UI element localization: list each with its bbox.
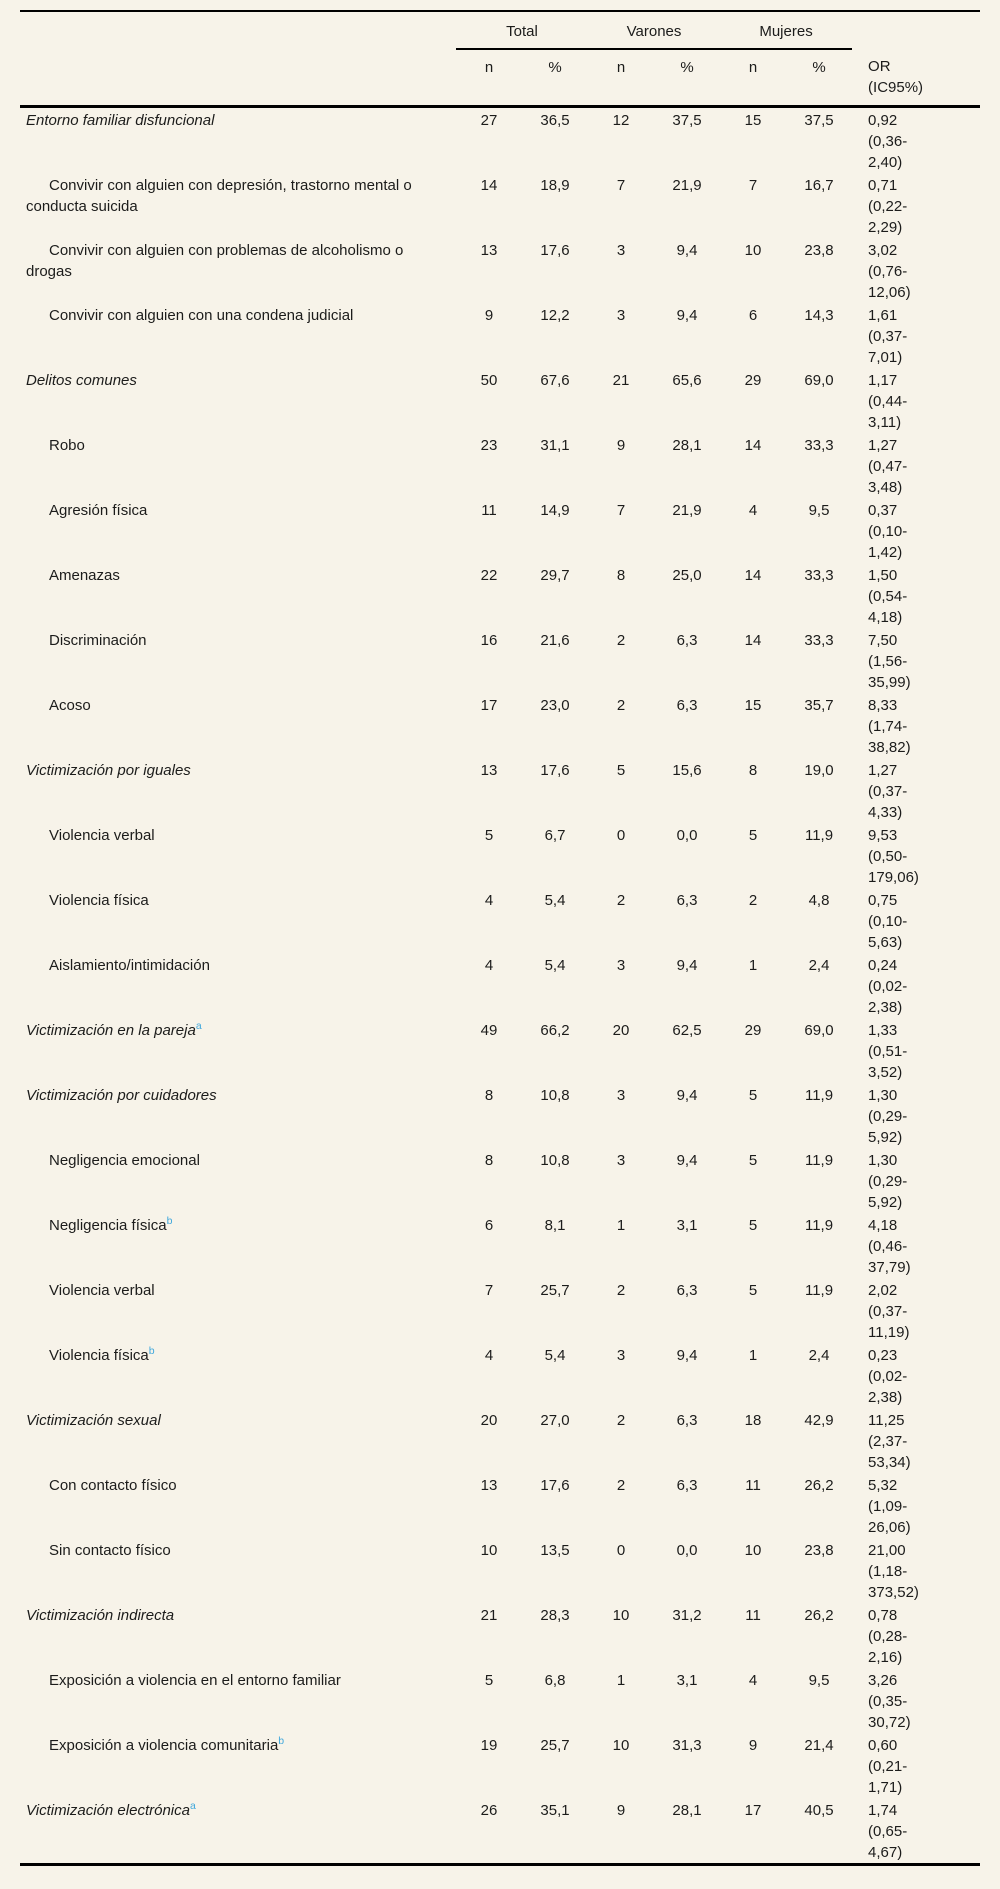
mujeres-n-cell: 6 (748, 307, 758, 324)
varones-n-cell: 2 (616, 1477, 626, 1494)
total-pct-cell: 10,8 (540, 1087, 570, 1104)
or-ci-cell: 3,26 (0,35-30,72) (868, 1672, 911, 1731)
col-group-mujeres: Mujeres (720, 11, 852, 49)
col-total-pct: % (522, 49, 588, 107)
total-n-cell: 6 (484, 1217, 494, 1234)
total-n-cell: 4 (484, 892, 494, 909)
or-ci-cell: 0,78 (0,28-2,16) (868, 1607, 908, 1666)
col-group-varones: Varones (588, 11, 720, 49)
varones-pct-cell: 65,6 (672, 372, 702, 389)
col-varones-pct: % (654, 49, 720, 107)
total-n-cell: 21 (480, 1607, 498, 1624)
total-pct-cell: 17,6 (540, 1477, 570, 1494)
mujeres-pct-cell: 11,9 (804, 1152, 834, 1169)
mujeres-n-cell: 17 (744, 1802, 762, 1819)
row-label-text: Aislamiento/intimidación (49, 957, 210, 974)
row-label (20, 1083, 456, 1148)
table-row (20, 498, 980, 563)
table-row (20, 1278, 980, 1343)
footnote-marker[interactable]: a (195, 1020, 202, 1032)
or-ci-cell: 1,27 (0,47-3,48) (868, 437, 908, 496)
varones-n-cell: 10 (612, 1607, 630, 1624)
mujeres-n-cell: 15 (744, 112, 762, 129)
varones-pct-cell: 3,1 (676, 1672, 698, 1689)
total-pct-cell: 23,0 (540, 697, 570, 714)
col-group-total: Total (456, 11, 588, 49)
varones-pct-cell: 9,4 (676, 242, 698, 259)
col-mujeres-n: n (720, 49, 786, 107)
total-pct-cell: 6,7 (544, 827, 566, 844)
mujeres-n-cell: 5 (748, 1282, 758, 1299)
mujeres-pct-cell: 2,4 (808, 957, 830, 974)
table-row (20, 823, 980, 888)
mujeres-pct-cell: 33,3 (804, 567, 834, 584)
varones-n-cell: 10 (612, 1737, 630, 1754)
varones-n-cell: 7 (616, 177, 626, 194)
varones-pct-cell: 37,5 (672, 112, 702, 129)
mujeres-n-cell: 1 (748, 957, 758, 974)
table-row (20, 953, 980, 1018)
row-label (20, 1473, 456, 1538)
mujeres-n-cell: 8 (748, 762, 758, 779)
table-row (20, 107, 980, 174)
total-pct-cell: 21,6 (540, 632, 570, 649)
varones-n-cell: 1 (616, 1217, 626, 1234)
row-label (20, 173, 456, 238)
varones-pct-cell: 6,3 (676, 1477, 698, 1494)
mujeres-n-cell: 7 (748, 177, 758, 194)
total-n-cell: 11 (481, 502, 497, 519)
or-ci-cell: 0,60 (0,21-1,71) (868, 1737, 908, 1796)
mujeres-n-cell: 5 (748, 1087, 758, 1104)
total-n-cell: 19 (480, 1737, 498, 1754)
total-pct-cell: 6,8 (544, 1672, 566, 1689)
varones-pct-cell: 21,9 (672, 502, 702, 519)
varones-pct-cell: 31,3 (672, 1737, 702, 1754)
footnote-marker[interactable]: b (148, 1345, 155, 1357)
table-row (20, 1538, 980, 1603)
row-label (20, 1343, 456, 1408)
varones-pct-cell: 6,3 (676, 697, 698, 714)
varones-n-cell: 0 (616, 1542, 626, 1559)
total-pct-cell: 10,8 (540, 1152, 570, 1169)
varones-pct-cell: 31,2 (672, 1607, 702, 1624)
total-pct-cell: 36,5 (540, 112, 570, 129)
row-label (20, 563, 456, 628)
footnote-marker[interactable]: a (189, 1800, 196, 1812)
total-pct-cell: 35,1 (540, 1802, 570, 1819)
mujeres-pct-cell: 9,5 (808, 502, 830, 519)
mujeres-n-cell: 29 (744, 1022, 762, 1039)
table-row (20, 368, 980, 433)
row-label-text: Victimización en la pareja (26, 1022, 196, 1039)
or-ci-cell: 0,23 (0,02-2,38) (868, 1347, 908, 1406)
mujeres-n-cell: 15 (744, 697, 762, 714)
table-row (20, 1018, 980, 1083)
mujeres-n-cell: 11 (745, 1477, 761, 1494)
mujeres-pct-cell: 33,3 (804, 632, 834, 649)
row-label (20, 1733, 456, 1798)
or-ci-cell: 9,53 (0,50-179,06) (868, 827, 919, 886)
total-n-cell: 16 (480, 632, 498, 649)
varones-pct-cell: 9,4 (676, 1152, 698, 1169)
row-label (20, 1408, 456, 1473)
varones-n-cell: 0 (616, 827, 626, 844)
or-ci-cell: 1,30 (0,29-5,92) (868, 1087, 908, 1146)
varones-pct-cell: 9,4 (676, 1347, 698, 1364)
row-label (20, 498, 456, 563)
row-label (20, 303, 456, 368)
total-n-cell: 4 (484, 957, 494, 974)
row-label (20, 1603, 456, 1668)
mujeres-pct-cell: 42,9 (804, 1412, 834, 1429)
varones-n-cell: 2 (616, 1412, 626, 1429)
mujeres-n-cell: 14 (744, 437, 762, 454)
mujeres-n-cell: 10 (744, 242, 762, 259)
varones-n-cell: 3 (616, 1152, 626, 1169)
row-label-text: Agresión física (49, 502, 148, 519)
mujeres-pct-cell: 35,7 (804, 697, 834, 714)
or-ci-cell: 7,50 (1,56-35,99) (868, 632, 911, 691)
row-label (20, 238, 456, 303)
total-n-cell: 17 (480, 697, 498, 714)
varones-pct-cell: 21,9 (672, 177, 702, 194)
table-header (20, 11, 980, 107)
mujeres-pct-cell: 69,0 (804, 1022, 834, 1039)
total-pct-cell: 27,0 (540, 1412, 570, 1429)
or-ci-cell: 3,02 (0,76-12,06) (868, 242, 911, 301)
varones-n-cell: 2 (616, 892, 626, 909)
total-pct-cell: 31,1 (540, 437, 570, 454)
varones-pct-cell: 6,3 (676, 1412, 698, 1429)
row-label-text: Violencia verbal (49, 1282, 155, 1299)
mujeres-n-cell: 5 (748, 827, 758, 844)
or-ci-cell: 1,17 (0,44-3,11) (868, 372, 908, 431)
footnote-marker[interactable]: b (278, 1735, 285, 1747)
row-label-text: Victimización indirecta (26, 1607, 175, 1624)
col-mujeres-pct: % (786, 49, 852, 107)
mujeres-pct-cell: 33,3 (804, 437, 834, 454)
mujeres-pct-cell: 2,4 (808, 1347, 830, 1364)
table-row (20, 628, 980, 693)
row-label-text: Convivir con alguien con depresión, trastorno mental o conducta suicida (26, 177, 412, 215)
varones-n-cell: 2 (616, 1282, 626, 1299)
mujeres-n-cell: 1 (748, 1347, 758, 1364)
total-pct-cell: 8,1 (544, 1217, 566, 1234)
row-label (20, 1538, 456, 1603)
total-pct-cell: 5,4 (544, 1347, 566, 1364)
mujeres-n-cell: 29 (744, 372, 762, 389)
table-row (20, 563, 980, 628)
total-pct-cell: 28,3 (540, 1607, 570, 1624)
mujeres-pct-cell: 26,2 (804, 1477, 834, 1494)
total-n-cell: 8 (484, 1152, 494, 1169)
row-label-text: Acoso (49, 697, 91, 714)
row-label-text: Discriminación (49, 632, 147, 649)
varones-n-cell: 3 (616, 1347, 626, 1364)
mujeres-n-cell: 14 (744, 567, 762, 584)
varones-pct-cell: 3,1 (676, 1217, 698, 1234)
total-pct-cell: 18,9 (540, 177, 570, 194)
table-row (20, 1473, 980, 1538)
table-row (20, 1603, 980, 1668)
total-pct-cell: 12,2 (540, 307, 570, 324)
or-ci-cell: 4,18 (0,46-37,79) (868, 1217, 911, 1276)
varones-n-cell: 9 (616, 437, 626, 454)
row-label-text: Victimización por iguales (26, 762, 191, 779)
total-n-cell: 27 (480, 112, 498, 129)
varones-n-cell: 7 (616, 502, 626, 519)
table-body (20, 107, 980, 1865)
mujeres-pct-cell: 14,3 (804, 307, 834, 324)
table-row (20, 1733, 980, 1798)
varones-pct-cell: 6,3 (676, 1282, 698, 1299)
mujeres-n-cell: 4 (748, 502, 758, 519)
or-ci-cell: 21,00 (1,18-373,52) (868, 1542, 919, 1601)
row-label-text: Entorno familiar disfuncional (26, 112, 215, 129)
varones-n-cell: 21 (612, 372, 630, 389)
row-label-text: Violencia verbal (49, 827, 155, 844)
mujeres-pct-cell: 11,9 (804, 1087, 834, 1104)
mujeres-n-cell: 2 (748, 892, 758, 909)
table-row (20, 1798, 980, 1865)
row-label-text: Robo (49, 437, 85, 454)
varones-n-cell: 12 (612, 112, 630, 129)
row-label-text: Violencia física (49, 892, 149, 909)
group-header-row (20, 11, 980, 49)
row-label-text: Exposición a violencia comunitaria (49, 1737, 279, 1754)
varones-n-cell: 9 (616, 1802, 626, 1819)
row-label-text: Exposición a violencia en el entorno familiar (49, 1672, 341, 1689)
or-ci-cell: 11,25 (2,37-53,34) (868, 1412, 911, 1471)
row-label (20, 1798, 456, 1865)
mujeres-pct-cell: 16,7 (804, 177, 834, 194)
or-ci-cell: 1,33 (0,51-3,52) (868, 1022, 908, 1081)
varones-pct-cell: 9,4 (676, 1087, 698, 1104)
or-ci-cell: 1,50 (0,54-4,18) (868, 567, 908, 626)
row-label-text: Victimización por cuidadores (26, 1087, 217, 1104)
row-label (20, 1213, 456, 1278)
mujeres-pct-cell: 11,9 (804, 1282, 834, 1299)
table-row (20, 1148, 980, 1213)
table-row (20, 433, 980, 498)
row-label-text: Sin contacto físico (49, 1542, 171, 1559)
row-label (20, 1668, 456, 1733)
footnote-marker[interactable]: b (166, 1215, 173, 1227)
or-ci-cell: 0,24 (0,02-2,38) (868, 957, 908, 1016)
subheader-row (20, 49, 980, 107)
total-n-cell: 9 (484, 307, 494, 324)
total-n-cell: 20 (480, 1412, 498, 1429)
varones-pct-cell: 28,1 (672, 437, 702, 454)
or-ci-cell: 0,37 (0,10-1,42) (868, 502, 908, 561)
or-ci-cell: 1,61 (0,37-7,01) (868, 307, 908, 366)
total-pct-cell: 17,6 (540, 762, 570, 779)
mujeres-pct-cell: 9,5 (808, 1672, 830, 1689)
mujeres-n-cell: 4 (748, 1672, 758, 1689)
mujeres-n-cell: 9 (748, 1737, 758, 1754)
or-ci-cell: 1,30 (0,29-5,92) (868, 1152, 908, 1211)
total-pct-cell: 66,2 (540, 1022, 570, 1039)
varones-pct-cell: 6,3 (676, 892, 698, 909)
total-n-cell: 7 (484, 1282, 494, 1299)
total-pct-cell: 5,4 (544, 957, 566, 974)
table-row (20, 758, 980, 823)
or-ci-cell: 0,71 (0,22-2,29) (868, 177, 908, 236)
label-column-header (20, 11, 456, 49)
mujeres-pct-cell: 11,9 (804, 1217, 834, 1234)
row-label (20, 1018, 456, 1083)
total-n-cell: 5 (484, 1672, 494, 1689)
total-n-cell: 49 (480, 1022, 498, 1039)
mujeres-pct-cell: 26,2 (804, 1607, 834, 1624)
col-total-n: n (456, 49, 522, 107)
row-label (20, 628, 456, 693)
varones-n-cell: 2 (616, 632, 626, 649)
row-label (20, 888, 456, 953)
row-label-text: Con contacto físico (49, 1477, 177, 1494)
varones-n-cell: 3 (616, 242, 626, 259)
varones-pct-cell: 15,6 (672, 762, 702, 779)
varones-pct-cell: 28,1 (672, 1802, 702, 1819)
row-label (20, 758, 456, 823)
total-pct-cell: 17,6 (540, 242, 570, 259)
table-row (20, 1343, 980, 1408)
table-row (20, 693, 980, 758)
mujeres-n-cell: 18 (744, 1412, 762, 1429)
table-row (20, 1668, 980, 1733)
mujeres-pct-cell: 69,0 (804, 372, 834, 389)
total-pct-cell: 25,7 (540, 1282, 570, 1299)
varones-n-cell: 3 (616, 957, 626, 974)
mujeres-n-cell: 5 (748, 1152, 758, 1169)
row-label-text: Negligencia emocional (49, 1152, 200, 1169)
or-ci-cell: 0,75 (0,10-5,63) (868, 892, 908, 951)
varones-pct-cell: 25,0 (672, 567, 702, 584)
varones-n-cell: 2 (616, 697, 626, 714)
total-n-cell: 4 (484, 1347, 494, 1364)
row-label-text: Negligencia física (49, 1217, 167, 1234)
row-label (20, 953, 456, 1018)
table-row (20, 173, 980, 238)
row-label-text: Victimización electrónica (26, 1802, 190, 1819)
label-column-subheader (20, 49, 456, 107)
total-n-cell: 13 (480, 1477, 498, 1494)
mujeres-n-cell: 11 (745, 1607, 761, 1624)
total-n-cell: 26 (480, 1802, 498, 1819)
row-label-text: Victimización sexual (26, 1412, 161, 1429)
table-row (20, 1408, 980, 1473)
row-label-text: Delitos comunes (26, 372, 137, 389)
mujeres-pct-cell: 4,8 (808, 892, 830, 909)
mujeres-pct-cell: 40,5 (804, 1802, 834, 1819)
row-label-text: Convivir con alguien con una condena judicial (49, 307, 354, 324)
varones-n-cell: 20 (612, 1022, 630, 1039)
total-n-cell: 22 (480, 567, 498, 584)
row-label (20, 368, 456, 433)
varones-n-cell: 5 (616, 762, 626, 779)
row-label (20, 107, 456, 174)
varones-pct-cell: 62,5 (672, 1022, 702, 1039)
or-ci-cell: 8,33 (1,74-38,82) (868, 697, 911, 756)
total-n-cell: 10 (480, 1542, 498, 1559)
total-pct-cell: 14,9 (540, 502, 570, 519)
row-label (20, 1278, 456, 1343)
total-pct-cell: 29,7 (540, 567, 570, 584)
varones-n-cell: 3 (616, 307, 626, 324)
total-n-cell: 13 (480, 242, 498, 259)
mujeres-n-cell: 14 (744, 632, 762, 649)
varones-pct-cell: 9,4 (676, 957, 698, 974)
mujeres-pct-cell: 37,5 (804, 112, 834, 129)
col-or-ci: OR (IC95%) (852, 49, 980, 107)
col-varones-n: n (588, 49, 654, 107)
total-n-cell: 13 (480, 762, 498, 779)
total-n-cell: 8 (484, 1087, 494, 1104)
row-label (20, 693, 456, 758)
total-pct-cell: 67,6 (540, 372, 570, 389)
mujeres-n-cell: 5 (748, 1217, 758, 1234)
mujeres-pct-cell: 19,0 (804, 762, 834, 779)
table-row (20, 303, 980, 368)
or-ci-cell: 2,02 (0,37-11,19) (868, 1282, 910, 1341)
or-ci-cell: 1,74 (0,65-4,67) (868, 1802, 908, 1861)
table-row (20, 1083, 980, 1148)
total-pct-cell: 5,4 (544, 892, 566, 909)
row-label (20, 823, 456, 888)
table-row (20, 238, 980, 303)
mujeres-pct-cell: 11,9 (804, 827, 834, 844)
mujeres-n-cell: 10 (744, 1542, 762, 1559)
varones-n-cell: 1 (616, 1672, 626, 1689)
total-n-cell: 50 (480, 372, 498, 389)
or-column-spacer (852, 11, 980, 49)
row-label (20, 433, 456, 498)
varones-pct-cell: 0,0 (676, 827, 698, 844)
varones-pct-cell: 0,0 (676, 1542, 698, 1559)
or-ci-cell: 5,32 (1,09-26,06) (868, 1477, 911, 1536)
mujeres-pct-cell: 23,8 (804, 1542, 834, 1559)
table-row (20, 888, 980, 953)
row-label (20, 1148, 456, 1213)
or-ci-cell: 0,92 (0,36-2,40) (868, 112, 908, 171)
mujeres-pct-cell: 21,4 (804, 1737, 834, 1754)
row-label-text: Convivir con alguien con problemas de alcoholismo o drogas (26, 242, 404, 280)
varones-n-cell: 3 (616, 1087, 626, 1104)
table-row (20, 1213, 980, 1278)
total-n-cell: 5 (484, 827, 494, 844)
or-ci-cell: 1,27 (0,37-4,33) (868, 762, 908, 821)
total-pct-cell: 13,5 (540, 1542, 570, 1559)
total-n-cell: 14 (480, 177, 498, 194)
varones-pct-cell: 9,4 (676, 307, 698, 324)
mujeres-pct-cell: 23,8 (804, 242, 834, 259)
total-n-cell: 23 (480, 437, 498, 454)
row-label-text: Violencia física (49, 1347, 149, 1364)
victimization-table (20, 10, 980, 1866)
varones-pct-cell: 6,3 (676, 632, 698, 649)
varones-n-cell: 8 (616, 567, 626, 584)
total-pct-cell: 25,7 (540, 1737, 570, 1754)
row-label-text: Amenazas (49, 567, 120, 584)
